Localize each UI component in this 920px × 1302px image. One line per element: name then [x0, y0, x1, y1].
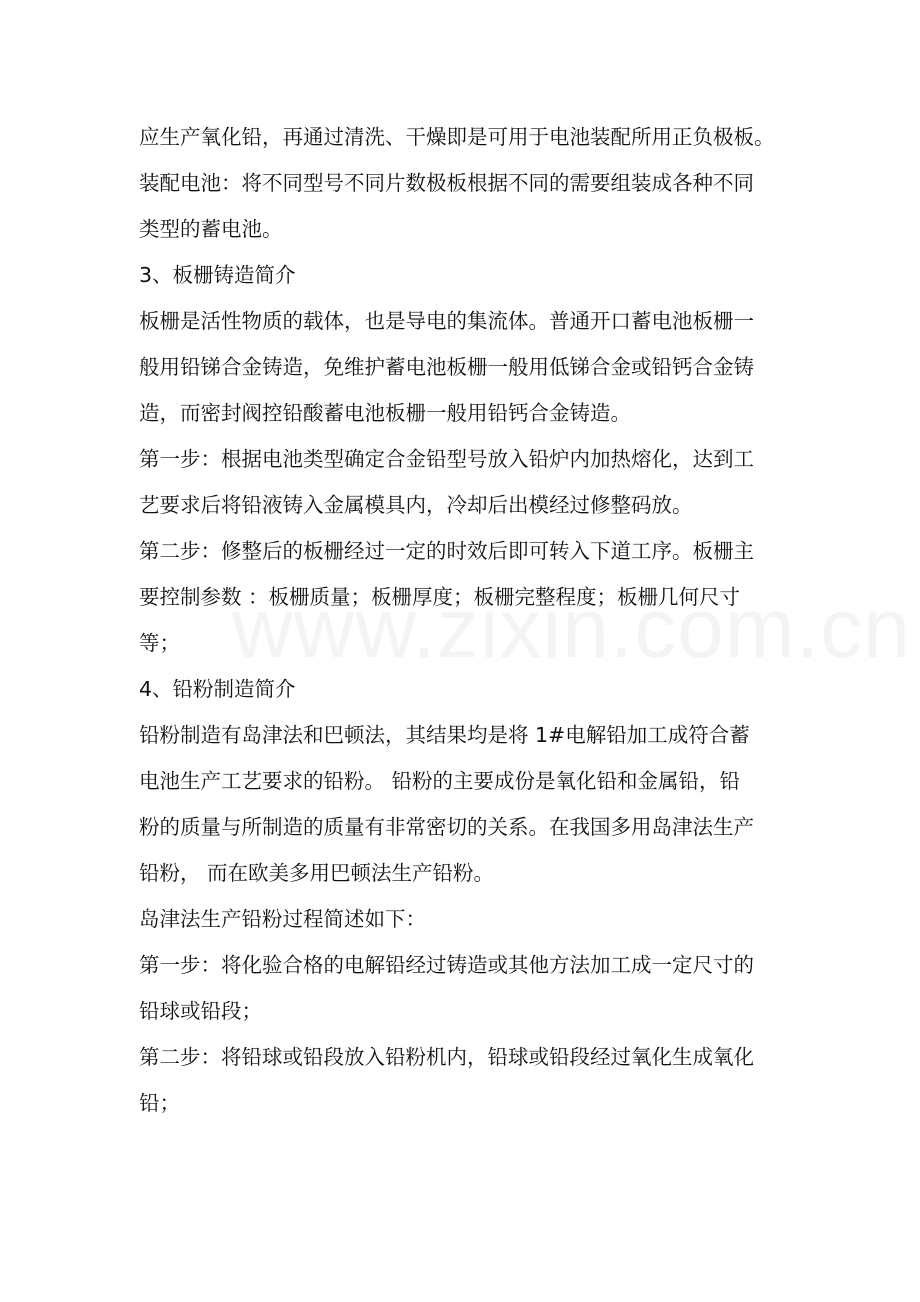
- paragraph-line: 第一步：根据电池类型确定合金铅型号放入铅炉内加热熔化，达到工: [139, 447, 754, 471]
- paragraph-line: 铅；: [139, 1091, 180, 1115]
- paragraph-line: 要控制参数 ：板栅质量；板栅厚度；板栅完整程度；板栅几何尺寸: [139, 585, 741, 609]
- section-heading: 4、铅粉制造简介: [139, 677, 296, 701]
- paragraph-line: 第一步：将化验合格的电解铅经过铸造或其他方法加工成一定尺寸的: [139, 953, 754, 977]
- paragraph-line: 造，而密封阀控铅酸蓄电池板栅一般用铅钙合金铸造。: [139, 401, 631, 425]
- document-body: [139, 114, 791, 1126]
- paragraph-line: 铅球或铅段；: [139, 999, 262, 1023]
- paragraph-line: 装配电池：将不同型号不同片数极板根据不同的需要组装成各种不同: [139, 171, 754, 195]
- paragraph-line: 岛津法生产铅粉过程简述如下：: [139, 907, 426, 931]
- paragraph-line: 应生产氧化铅，再通过清洗、干燥即是可用于电池装配所用正负极板。: [139, 125, 775, 149]
- paragraph-line: 类型的蓄电池。: [139, 217, 283, 241]
- paragraph-line: 般用铅锑合金铸造，免维护蓄电池板栅一般用低锑合金或铅钙合金铸: [139, 355, 754, 379]
- paragraph-line: 第二步：将铅球或铅段放入铅粉机内，铅球或铅段经过氧化生成氧化: [139, 1045, 754, 1069]
- paragraph-line: 板栅是活性物质的载体，也是导电的集流体。普通开口蓄电池板栅一: [139, 309, 754, 333]
- paragraph-line: 第二步：修整后的板栅经过一定的时效后即可转入下道工序。板栅主: [139, 539, 754, 563]
- paragraph-line: 粉的质量与所制造的质量有非常密切的关系。在我国多用岛津法生产: [139, 815, 754, 839]
- section-heading: 3、板栅铸造简介: [139, 263, 296, 287]
- paragraph-line: 铅粉制造有岛津法和巴顿法，其结果均是将 1#电解铅加工成符合蓄: [139, 723, 750, 747]
- paragraph-line: 艺要求后将铅液铸入金属模具内，冷却后出模经过修整码放。: [139, 493, 693, 517]
- paragraph-line: 电池生产工艺要求的铅粉。 铅粉的主要成份是氧化铅和金属铅，铅: [139, 769, 741, 793]
- paragraph-line: 铅粉， 而在欧美多用巴顿法生产铅粉。: [139, 861, 495, 885]
- paragraph-line: 等；: [139, 631, 180, 655]
